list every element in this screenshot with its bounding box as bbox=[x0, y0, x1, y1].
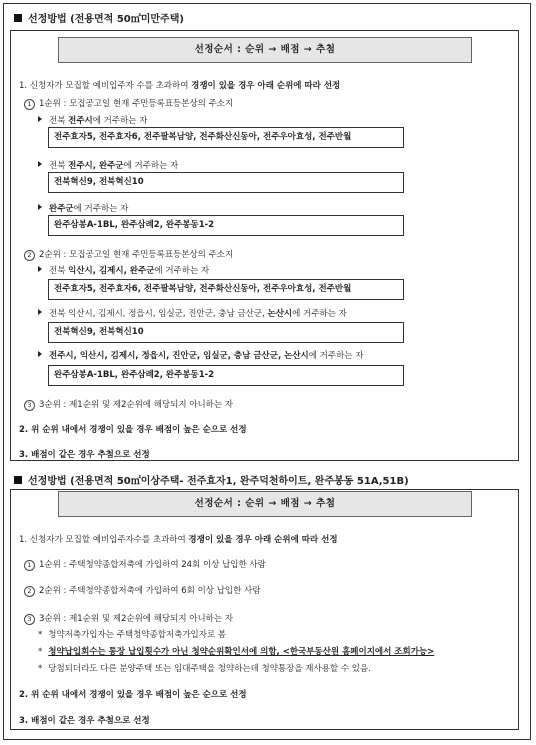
note-2: * 청약납입회수는 통장 납입횟수가 아닌 청약순위확인서에 의함, <한국부동산원 홈페이지에서 조회가능> bbox=[38, 647, 435, 657]
section2-rank3: 3 3순위 : 제1순위 및 제2순위에 해당되지 아니하는 자 bbox=[24, 612, 233, 625]
triangle-bullet-icon bbox=[38, 266, 42, 272]
rank1-group3-label: 완주군에 거주하는 자 bbox=[38, 202, 128, 214]
triangle-bullet-icon bbox=[38, 309, 42, 315]
section2-heading: 선정방법 (전용면적 50㎡이상주택- 전주효자1, 완주덕천하이트, 완주봉동 51A,51B) bbox=[14, 472, 409, 487]
section2-rank1: 1 1순위 : 주택청약종합저축에 가입하여 24회 이상 납입한 사람 bbox=[24, 558, 266, 571]
rank2-group3-label: 전주시, 익산시, 김제시, 정읍시, 진안군, 임실군, 충남 금산군, 논산시에 거주하는 자 bbox=[38, 349, 363, 361]
triangle-bullet-icon bbox=[38, 351, 42, 357]
rank2-group2-label: 전북 익산시, 김제시, 정읍시, 임실군, 진안군, 충남 금산군, 논산시에 거주하는 자 bbox=[38, 307, 347, 319]
section1-item2: 2. 위 순위 내에서 경쟁이 있을 경우 배점이 높은 순으로 선정 bbox=[19, 425, 247, 435]
section1-rank3: 3 3순위 : 제1순위 및 제2순위에 해당되지 아니하는 자 bbox=[24, 398, 233, 411]
circled-number-icon: 1 bbox=[24, 99, 35, 110]
rank2-group3-box: 완주삼봉A-1BL, 완주삼례2, 완주봉동1-2 bbox=[48, 365, 404, 386]
rank2-group1-box: 전주효자5, 전주효자6, 전주팔복남양, 전주화산신동아, 전주우아효성, 전주반월 bbox=[48, 279, 404, 300]
section2-item2: 2. 위 순위 내에서 경쟁이 있을 경우 배점이 높은 순으로 선정 bbox=[19, 690, 247, 700]
circled-number-icon: 3 bbox=[24, 614, 35, 625]
section2-order-banner: 선정순서 : 순위 → 배점 → 추첨 bbox=[58, 491, 472, 517]
section1-item3: 3. 배점이 같은 경우 추첨으로 선정 bbox=[19, 450, 150, 460]
section2-item1: 1. 신청자가 모집할 예비입주자수를 초과하여 경쟁이 있을 경우 아래 순위에 따라 선정 bbox=[19, 535, 338, 545]
note-1: * 청약저축가입자는 주택청약종합저축가입자로 봄 bbox=[38, 630, 227, 640]
circled-number-icon: 2 bbox=[24, 250, 35, 261]
rank1-group1-box: 전주효자5, 전주효자6, 전주팔복남양, 전주화산신동아, 전주우아효성, 전주반월 bbox=[48, 127, 404, 148]
triangle-bullet-icon bbox=[38, 116, 42, 122]
section1-item1: 1. 신청자가 모집할 예비입주자 수를 초과하여 경쟁이 있을 경우 아래 순위에 따라 선정 bbox=[19, 81, 341, 91]
square-bullet-icon bbox=[14, 476, 22, 484]
circled-number-icon: 2 bbox=[24, 586, 35, 597]
rank1-group2-label: 전북 전주시, 완주군에 거주하는 자 bbox=[38, 159, 178, 171]
section1-heading: 선정방법 (전용면적 50㎡미만주택) bbox=[14, 10, 184, 25]
section1-order-banner: 선정순서 : 순위 → 배점 → 추첨 bbox=[58, 37, 472, 63]
section1-rank2: 2 2순위 : 모집공고일 현재 주민등록표등본상의 주소지 bbox=[24, 248, 233, 261]
square-bullet-icon bbox=[14, 14, 22, 22]
rank1-group3-box: 완주삼봉A-1BL, 완주삼례2, 완주봉동1-2 bbox=[48, 215, 404, 236]
rank1-group1-label: 전북 전주시에 거주하는 자 bbox=[38, 114, 147, 126]
triangle-bullet-icon bbox=[38, 204, 42, 210]
section1-rank1: 1 1순위 : 모집공고일 현재 주민등록표등본상의 주소지 bbox=[24, 97, 233, 110]
circled-number-icon: 3 bbox=[24, 400, 35, 411]
triangle-bullet-icon bbox=[38, 161, 42, 167]
section2-rank2: 2 2순위 : 주택청약종합저축에 가입하여 6회 이상 납입한 사람 bbox=[24, 584, 260, 597]
section1-frame bbox=[10, 30, 519, 461]
rank2-group1-label: 전북 익산시, 김제시, 완주군에 거주하는 자 bbox=[38, 264, 209, 276]
note-3: * 당첨되더라도 다른 분양주택 또는 임대주택을 청약하는데 청약통장을 재사용할 수 있음. bbox=[38, 664, 371, 674]
rank2-group2-box: 전북혁신9, 전북혁신10 bbox=[48, 322, 404, 343]
rank1-group2-box: 전북혁신9, 전북혁신10 bbox=[48, 172, 404, 193]
section2-item3: 3. 배점이 같은 경우 추첨으로 선정 bbox=[19, 716, 150, 726]
circled-number-icon: 1 bbox=[24, 560, 35, 571]
